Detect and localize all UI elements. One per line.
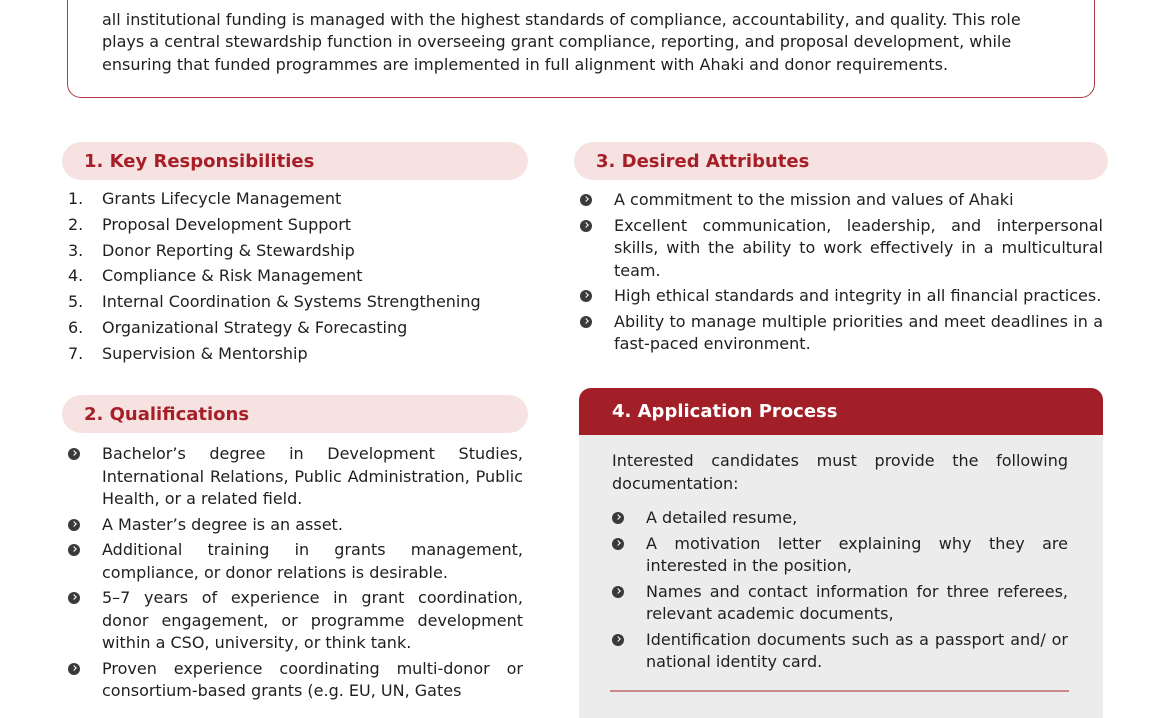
desired-attributes-header	[574, 142, 1108, 180]
application-process-header: 4. Application Process	[579, 388, 1103, 435]
list-item: A detailed resume,	[612, 507, 1068, 530]
check-circle-icon	[612, 538, 624, 550]
list-item: Bachelor’s degree in Development Studies, International Relations, Public Administration, Public Health, or a related field.	[68, 443, 523, 511]
list-item: A Master’s degree is an asset.	[68, 514, 523, 537]
list-item: 1. Grants Lifecycle Management	[68, 189, 342, 208]
section-title: 1. Key Responsibilities	[84, 150, 315, 172]
intro-line: plays a central stewardship function in overseeing grant compliance, reporting, and proposal development, while	[102, 32, 1012, 51]
check-circle-icon	[68, 592, 80, 604]
check-circle-icon	[612, 586, 624, 598]
intro-line: ensuring that funded programmes are implemented in full alignment with Ahaki and donor requirements.	[102, 54, 949, 74]
qualifications-list	[68, 443, 523, 706]
list-item: 6. Organizational Strategy & Forecasting	[68, 317, 408, 337]
section-title: 2. Qualifications	[84, 403, 250, 425]
list-item: Proven experience coordinating multi-donor or consortium-based grants (e.g. EU, UN, Gates	[68, 658, 523, 703]
intro-line: all institutional funding is managed with the highest standards of compliance, accountability, and quality. This role	[102, 9, 1021, 29]
check-circle-icon	[580, 316, 592, 328]
desired-attributes-list	[580, 189, 1103, 359]
check-circle-icon	[68, 663, 80, 675]
application-process-card	[579, 388, 1103, 718]
application-list	[612, 507, 1068, 677]
list-item: 7. Supervision & Mentorship	[68, 343, 308, 363]
check-circle-icon	[612, 634, 624, 646]
list-item: High ethical standards and integrity in all financial practices.	[580, 285, 1103, 308]
application-intro: Interested candidates must provide the following documentation:	[612, 451, 1068, 493]
check-circle-icon	[580, 290, 592, 302]
section-title: 3. Desired Attributes	[596, 150, 810, 172]
list-item: Identification documents such as a passport and/ or national identity card.	[612, 629, 1068, 674]
intro-paragraph	[102, 0, 1066, 76]
list-item: Ability to manage multiple priorities and meet deadlines in a fast-paced environment.	[580, 311, 1103, 356]
key-responsibilities-header	[62, 142, 528, 180]
check-circle-icon	[612, 512, 624, 524]
list-item: A commitment to the mission and values of Ahaki	[580, 189, 1103, 212]
list-item: A motivation letter explaining why they are interested in the position,	[612, 533, 1068, 578]
check-circle-icon	[68, 448, 80, 460]
divider	[610, 690, 1069, 692]
list-item: Additional training in grants management, compliance, or donor relations is desirable.	[68, 539, 523, 584]
list-item: 5–7 years of experience in grant coordination, donor engagement, or programme development within a CSO, university, or think tank.	[68, 587, 523, 655]
list-item: 2. Proposal Development Support	[68, 214, 352, 234]
list-item: Names and contact information for three referees, relevant academic documents,	[612, 581, 1068, 626]
list-item: 3. Donor Reporting & Stewardship	[68, 240, 355, 260]
qualifications-header	[62, 395, 528, 433]
check-circle-icon	[68, 544, 80, 556]
check-circle-icon	[68, 519, 80, 531]
key-responsibilities-list	[68, 186, 528, 367]
list-item: Excellent communication, leadership, and interpersonal skills, with the ability to work effectively in a multicultural team.	[580, 215, 1103, 283]
list-item: 4. Compliance & Risk Management	[68, 266, 363, 286]
check-circle-icon	[580, 220, 592, 232]
check-circle-icon	[580, 194, 592, 206]
list-item: 5. Internal Coordination & Systems Strengthening	[68, 292, 481, 312]
